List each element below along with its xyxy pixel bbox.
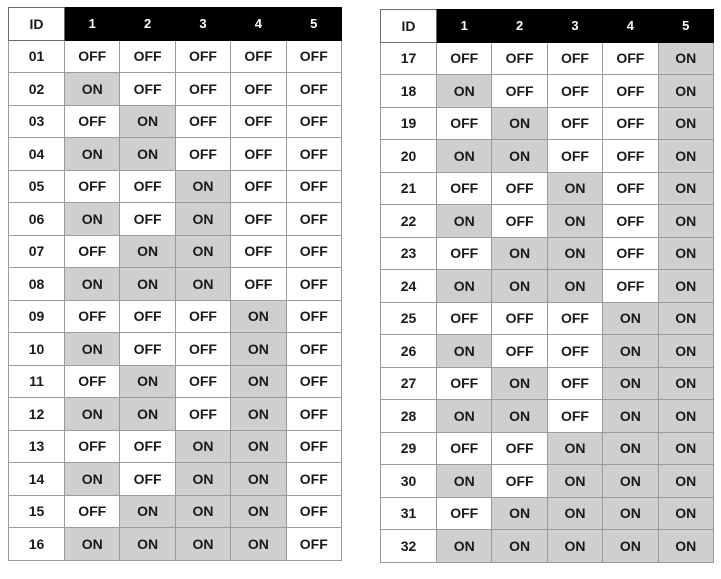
switch-5-state-cell: ON xyxy=(658,205,713,238)
row-id-cell: 24 xyxy=(381,270,437,303)
switch-2-state-cell: ON xyxy=(492,530,547,563)
table-row xyxy=(381,237,714,270)
switch-3-state-cell: ON xyxy=(175,463,230,496)
table-header-row xyxy=(9,8,342,41)
switch-3-state-cell: OFF xyxy=(175,40,230,73)
switch-5-state-cell: OFF xyxy=(286,495,341,528)
row-id-cell: 31 xyxy=(381,497,437,530)
row-id-cell: 23 xyxy=(381,237,437,270)
table-row xyxy=(381,42,714,75)
table-row xyxy=(9,105,342,138)
row-id-cell: 10 xyxy=(9,333,65,366)
switch-3-state-cell: ON xyxy=(547,465,602,498)
row-id-cell: 11 xyxy=(9,365,65,398)
switch-5-state-cell: ON xyxy=(658,400,713,433)
row-id-cell: 08 xyxy=(9,268,65,301)
switch-1-header: 1 xyxy=(65,8,120,41)
switch-5-state-cell: OFF xyxy=(286,138,341,171)
switch-5-state-cell: OFF xyxy=(286,105,341,138)
switch-3-header: 3 xyxy=(547,10,602,43)
row-id-cell: 03 xyxy=(9,105,65,138)
table-row xyxy=(381,302,714,335)
switch-3-state-cell: OFF xyxy=(175,138,230,171)
switch-2-state-cell: OFF xyxy=(492,432,547,465)
table-body xyxy=(9,40,342,560)
table-row xyxy=(381,172,714,205)
switch-4-state-cell: OFF xyxy=(603,42,658,75)
switch-1-state-cell: ON xyxy=(437,400,492,433)
dip-switch-table-left xyxy=(8,7,342,561)
table-row xyxy=(9,235,342,268)
table-body xyxy=(381,42,714,562)
switch-5-state-cell: ON xyxy=(658,140,713,173)
switch-1-state-cell: OFF xyxy=(437,497,492,530)
switch-2-state-cell: ON xyxy=(492,107,547,140)
switch-5-state-cell: ON xyxy=(658,302,713,335)
table-row xyxy=(381,367,714,400)
switch-5-state-cell: OFF xyxy=(286,268,341,301)
switch-1-state-cell: ON xyxy=(65,203,120,236)
row-id-cell: 21 xyxy=(381,172,437,205)
switch-2-state-cell: ON xyxy=(120,268,175,301)
switch-2-state-cell: OFF xyxy=(120,463,175,496)
switch-4-state-cell: ON xyxy=(231,430,286,463)
switch-2-state-cell: ON xyxy=(120,235,175,268)
table-row xyxy=(381,497,714,530)
table-row xyxy=(9,495,342,528)
switch-2-state-cell: ON xyxy=(120,528,175,561)
switch-3-state-cell: OFF xyxy=(175,365,230,398)
switch-1-state-cell: ON xyxy=(65,398,120,431)
switch-5-state-cell: OFF xyxy=(286,430,341,463)
switch-2-state-cell: OFF xyxy=(492,205,547,238)
row-id-cell: 22 xyxy=(381,205,437,238)
switch-4-state-cell: OFF xyxy=(603,237,658,270)
switch-3-state-cell: ON xyxy=(547,530,602,563)
table-row xyxy=(381,270,714,303)
switch-2-state-cell: OFF xyxy=(120,73,175,106)
row-id-cell: 29 xyxy=(381,432,437,465)
switch-5-state-cell: OFF xyxy=(286,40,341,73)
switch-5-state-cell: OFF xyxy=(286,73,341,106)
row-id-cell: 27 xyxy=(381,367,437,400)
id-column-header: ID xyxy=(381,10,437,43)
switch-4-header: 4 xyxy=(231,8,286,41)
switch-5-state-cell: OFF xyxy=(286,170,341,203)
table-row xyxy=(381,465,714,498)
switch-1-state-cell: ON xyxy=(65,138,120,171)
switch-2-state-cell: OFF xyxy=(120,203,175,236)
table-row xyxy=(9,40,342,73)
switch-2-state-cell: OFF xyxy=(492,172,547,205)
switch-5-state-cell: ON xyxy=(658,367,713,400)
switch-3-state-cell: ON xyxy=(547,205,602,238)
switch-2-state-cell: OFF xyxy=(492,465,547,498)
switch-4-state-cell: ON xyxy=(231,495,286,528)
row-id-cell: 28 xyxy=(381,400,437,433)
switch-4-state-cell: OFF xyxy=(231,268,286,301)
switch-1-state-cell: OFF xyxy=(65,430,120,463)
id-column-header: ID xyxy=(9,8,65,41)
switch-4-header: 4 xyxy=(603,10,658,43)
row-id-cell: 15 xyxy=(9,495,65,528)
switch-4-state-cell: OFF xyxy=(231,40,286,73)
row-id-cell: 17 xyxy=(381,42,437,75)
switch-5-state-cell: OFF xyxy=(286,333,341,366)
switch-4-state-cell: ON xyxy=(603,335,658,368)
switch-3-state-cell: ON xyxy=(547,270,602,303)
switch-5-state-cell: ON xyxy=(658,75,713,108)
switch-5-state-cell: ON xyxy=(658,335,713,368)
switch-4-state-cell: OFF xyxy=(603,205,658,238)
dip-switch-table-right xyxy=(380,9,714,563)
switch-1-state-cell: OFF xyxy=(437,172,492,205)
table-row xyxy=(9,170,342,203)
row-id-cell: 02 xyxy=(9,73,65,106)
switch-2-header: 2 xyxy=(120,8,175,41)
switch-3-state-cell: ON xyxy=(175,170,230,203)
switch-4-state-cell: ON xyxy=(231,333,286,366)
row-id-cell: 07 xyxy=(9,235,65,268)
table-row xyxy=(9,300,342,333)
switch-1-state-cell: ON xyxy=(65,463,120,496)
row-id-cell: 32 xyxy=(381,530,437,563)
switch-5-state-cell: ON xyxy=(658,497,713,530)
switch-2-state-cell: ON xyxy=(492,270,547,303)
switch-2-state-cell: OFF xyxy=(120,300,175,333)
switch-3-state-cell: OFF xyxy=(175,105,230,138)
switch-3-state-cell: OFF xyxy=(547,75,602,108)
switch-5-state-cell: OFF xyxy=(286,398,341,431)
table-header-row xyxy=(381,10,714,43)
table-row xyxy=(9,430,342,463)
switch-3-state-cell: OFF xyxy=(547,42,602,75)
switch-5-state-cell: ON xyxy=(658,107,713,140)
switch-1-state-cell: ON xyxy=(65,268,120,301)
row-id-cell: 05 xyxy=(9,170,65,203)
switch-2-state-cell: OFF xyxy=(492,335,547,368)
switch-1-state-cell: OFF xyxy=(437,367,492,400)
switch-5-state-cell: ON xyxy=(658,42,713,75)
switch-3-state-cell: OFF xyxy=(547,107,602,140)
row-id-cell: 04 xyxy=(9,138,65,171)
switch-3-state-cell: ON xyxy=(547,432,602,465)
switch-4-state-cell: OFF xyxy=(603,172,658,205)
switch-3-state-cell: OFF xyxy=(175,333,230,366)
switch-5-state-cell: ON xyxy=(658,237,713,270)
switch-5-state-cell: ON xyxy=(658,465,713,498)
switch-2-state-cell: OFF xyxy=(120,40,175,73)
table-row xyxy=(9,398,342,431)
switch-1-state-cell: ON xyxy=(437,335,492,368)
row-id-cell: 12 xyxy=(9,398,65,431)
switch-4-state-cell: ON xyxy=(231,300,286,333)
row-id-cell: 06 xyxy=(9,203,65,236)
switch-3-state-cell: OFF xyxy=(175,73,230,106)
switch-1-state-cell: OFF xyxy=(65,170,120,203)
table-row xyxy=(9,365,342,398)
switch-2-state-cell: OFF xyxy=(492,42,547,75)
switch-3-state-cell: ON xyxy=(175,203,230,236)
switch-2-state-cell: ON xyxy=(120,138,175,171)
switch-2-state-cell: OFF xyxy=(120,170,175,203)
switch-3-state-cell: ON xyxy=(547,237,602,270)
switch-5-state-cell: OFF xyxy=(286,365,341,398)
switch-3-state-cell: OFF xyxy=(547,140,602,173)
switch-4-state-cell: OFF xyxy=(603,107,658,140)
switch-4-state-cell: OFF xyxy=(603,140,658,173)
row-id-cell: 20 xyxy=(381,140,437,173)
switch-1-state-cell: OFF xyxy=(65,495,120,528)
table-row xyxy=(381,432,714,465)
switch-1-state-cell: OFF xyxy=(65,105,120,138)
switch-2-state-cell: ON xyxy=(492,400,547,433)
switch-2-state-cell: OFF xyxy=(492,302,547,335)
table-row xyxy=(9,73,342,106)
switch-2-state-cell: ON xyxy=(120,105,175,138)
switch-1-state-cell: ON xyxy=(65,528,120,561)
table-row xyxy=(381,107,714,140)
switch-3-state-cell: ON xyxy=(547,172,602,205)
switch-3-state-cell: OFF xyxy=(547,335,602,368)
switch-1-state-cell: OFF xyxy=(65,235,120,268)
switch-1-header: 1 xyxy=(437,10,492,43)
table-row xyxy=(381,530,714,563)
table-row xyxy=(9,268,342,301)
switch-1-state-cell: ON xyxy=(437,270,492,303)
table-row xyxy=(381,140,714,173)
switch-1-state-cell: ON xyxy=(437,465,492,498)
table-row xyxy=(9,463,342,496)
switch-2-state-cell: ON xyxy=(492,497,547,530)
switch-1-state-cell: OFF xyxy=(65,40,120,73)
switch-2-state-cell: OFF xyxy=(492,75,547,108)
switch-2-state-cell: ON xyxy=(492,237,547,270)
switch-1-state-cell: ON xyxy=(437,140,492,173)
switch-4-state-cell: ON xyxy=(603,497,658,530)
switch-1-state-cell: OFF xyxy=(437,107,492,140)
table-row xyxy=(381,75,714,108)
switch-2-state-cell: ON xyxy=(120,365,175,398)
switch-5-state-cell: ON xyxy=(658,432,713,465)
switch-5-state-cell: OFF xyxy=(286,463,341,496)
row-id-cell: 19 xyxy=(381,107,437,140)
switch-3-state-cell: ON xyxy=(175,495,230,528)
switch-4-state-cell: OFF xyxy=(603,270,658,303)
switch-1-state-cell: ON xyxy=(65,73,120,106)
switch-4-state-cell: ON xyxy=(603,530,658,563)
switch-1-state-cell: OFF xyxy=(65,300,120,333)
switch-1-state-cell: ON xyxy=(437,205,492,238)
switch-4-state-cell: OFF xyxy=(231,203,286,236)
switch-3-state-cell: ON xyxy=(175,268,230,301)
switch-5-state-cell: OFF xyxy=(286,300,341,333)
switch-4-state-cell: ON xyxy=(603,367,658,400)
switch-2-state-cell: ON xyxy=(492,367,547,400)
row-id-cell: 18 xyxy=(381,75,437,108)
switch-1-state-cell: ON xyxy=(65,333,120,366)
switch-2-header: 2 xyxy=(492,10,547,43)
switch-2-state-cell: ON xyxy=(492,140,547,173)
switch-3-header: 3 xyxy=(175,8,230,41)
row-id-cell: 01 xyxy=(9,40,65,73)
switch-5-state-cell: OFF xyxy=(286,528,341,561)
switch-3-state-cell: ON xyxy=(175,235,230,268)
switch-3-state-cell: OFF xyxy=(175,398,230,431)
switch-5-state-cell: ON xyxy=(658,172,713,205)
table-row xyxy=(381,335,714,368)
switch-5-state-cell: OFF xyxy=(286,203,341,236)
switch-1-state-cell: OFF xyxy=(65,365,120,398)
switch-1-state-cell: ON xyxy=(437,75,492,108)
switch-2-state-cell: OFF xyxy=(120,333,175,366)
switch-2-state-cell: OFF xyxy=(120,430,175,463)
switch-3-state-cell: ON xyxy=(547,497,602,530)
switch-1-state-cell: OFF xyxy=(437,302,492,335)
switch-3-state-cell: OFF xyxy=(175,300,230,333)
table-row xyxy=(9,528,342,561)
switch-4-state-cell: ON xyxy=(231,365,286,398)
switch-4-state-cell: OFF xyxy=(231,73,286,106)
switch-2-state-cell: ON xyxy=(120,495,175,528)
switch-4-state-cell: ON xyxy=(603,400,658,433)
switch-2-state-cell: ON xyxy=(120,398,175,431)
switch-4-state-cell: OFF xyxy=(231,235,286,268)
switch-1-state-cell: OFF xyxy=(437,42,492,75)
table-row xyxy=(381,400,714,433)
switch-3-state-cell: ON xyxy=(175,528,230,561)
switch-3-state-cell: OFF xyxy=(547,367,602,400)
switch-4-state-cell: OFF xyxy=(231,138,286,171)
table-row xyxy=(9,138,342,171)
switch-3-state-cell: OFF xyxy=(547,400,602,433)
switch-5-header: 5 xyxy=(658,10,713,43)
switch-5-state-cell: ON xyxy=(658,270,713,303)
switch-4-state-cell: ON xyxy=(231,528,286,561)
switch-5-state-cell: OFF xyxy=(286,235,341,268)
switch-4-state-cell: OFF xyxy=(231,170,286,203)
switch-4-state-cell: ON xyxy=(603,302,658,335)
row-id-cell: 09 xyxy=(9,300,65,333)
table-row xyxy=(9,203,342,236)
switch-4-state-cell: OFF xyxy=(231,105,286,138)
switch-4-state-cell: ON xyxy=(603,465,658,498)
switch-3-state-cell: ON xyxy=(175,430,230,463)
switch-5-state-cell: ON xyxy=(658,530,713,563)
switch-1-state-cell: ON xyxy=(437,530,492,563)
row-id-cell: 26 xyxy=(381,335,437,368)
switch-4-state-cell: ON xyxy=(231,398,286,431)
table-row xyxy=(381,205,714,238)
switch-4-state-cell: ON xyxy=(603,432,658,465)
row-id-cell: 14 xyxy=(9,463,65,496)
switch-1-state-cell: OFF xyxy=(437,237,492,270)
row-id-cell: 16 xyxy=(9,528,65,561)
table-row xyxy=(9,333,342,366)
row-id-cell: 25 xyxy=(381,302,437,335)
row-id-cell: 13 xyxy=(9,430,65,463)
row-id-cell: 30 xyxy=(381,465,437,498)
switch-3-state-cell: OFF xyxy=(547,302,602,335)
switch-5-header: 5 xyxy=(286,8,341,41)
switch-1-state-cell: OFF xyxy=(437,432,492,465)
switch-4-state-cell: OFF xyxy=(603,75,658,108)
switch-4-state-cell: ON xyxy=(231,463,286,496)
